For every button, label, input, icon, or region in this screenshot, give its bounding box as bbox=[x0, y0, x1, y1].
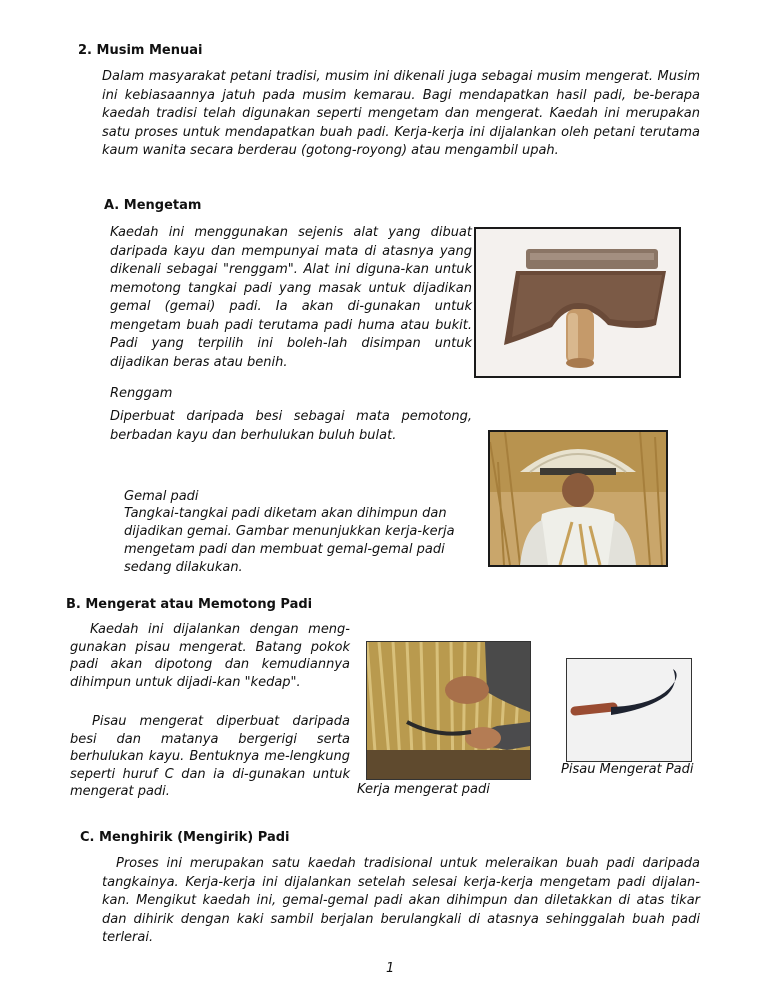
renggam-photo bbox=[474, 227, 681, 378]
mengerat-paragraph-1: Kaedah ini dijalankan dengan meng-gunakan pisau mengerat. Batang pokok padi akan dipotong dan kemudiannya dihimpun untuk dijadi-kan "kedap". bbox=[70, 622, 350, 690]
menghirik-heading: C. Menghirik (Mengirik) Padi bbox=[80, 830, 290, 845]
cutting-rice-image bbox=[367, 642, 530, 779]
gemal-padi-photo bbox=[488, 430, 668, 567]
renggam-text: Diperbuat daripada besi sebagai mata pemotong, berbadan kayu dan berhulukan buluh bulat. bbox=[110, 409, 472, 443]
kerja-mengerat-caption: Kerja mengerat padi bbox=[357, 782, 490, 797]
woman-harvesting-image bbox=[490, 432, 666, 565]
mengerat-paragraph-2: Pisau mengerat diperbuat daripada besi dan matanya bergerigi serta berhulukan kayu. Bentuknya me-lengkung seperti huruf C dan ia di-gunakan untuk mengerat padi. bbox=[70, 714, 350, 799]
mengerat-heading: B. Mengerat atau Memotong Padi bbox=[66, 597, 313, 612]
renggam-title: Renggam bbox=[110, 386, 173, 401]
mengetam-paragraph: Kaedah ini menggunakan sejenis alat yang dibuat daripada kayu dan mempunyai mata di atasnya yang dikenali sebagai "renggam". Alat ini diguna-kan untuk memotong tangkai padi yang masak untuk dijadikan gemal (gemai) padi. Ia akan di-gunakan untuk mengetam buah padi terutama padi huma atau bukit. Padi yang terpilih ini boleh-lah disimpan untuk dijadikan beras atau benih. bbox=[110, 225, 472, 370]
section-2-paragraph: Dalam masyarakat petani tradisi, musim ini dikenali juga sebagai musim mengerat. Musim ini kebiasaannya jatuh pada musim kemarau. Bagi mendapatkan hasil padi, be-berapa kaedah tradisi telah digunakan seperti mengetam dan mengerat. Kaedah ini merupakan satu proses untuk mendapatkan buah padi. Kerja-kerja ini dijalankan oleh petani terutama kaum wanita secara berderau (gotong-royong) atau mengambil upah. bbox=[102, 69, 700, 158]
kerja-mengerat-photo bbox=[366, 641, 531, 780]
section-2-heading: 2. Musim Menuai bbox=[78, 43, 203, 58]
page-number: 1 bbox=[386, 961, 395, 976]
pisau-mengerat-photo bbox=[566, 658, 692, 762]
gemal-padi-text: Tangkai-tangkai padi diketam akan dihimpun dan dijadikan gemai. Gambar menunjukkan kerja-kerja mengetam padi dan membuat gemal-gemal padi sedang dilakukan. bbox=[124, 506, 455, 575]
sickle-image bbox=[567, 659, 691, 761]
gemal-padi-title: Gemal padi bbox=[124, 489, 199, 504]
mengetam-heading: A. Mengetam bbox=[104, 198, 202, 213]
renggam-image bbox=[476, 229, 679, 376]
pisau-mengerat-caption: Pisau Mengerat Padi bbox=[561, 762, 694, 777]
menghirik-paragraph: Proses ini merupakan satu kaedah tradisional untuk meleraikan buah padi daripada tangkainya. Kerja-kerja ini dijalankan setelah selesai kerja-kerja mengetam padi dijalan-kan. Mengikut kaedah ini, gemal-gemal padi akan dihimpun dan diletakkan di atas tikar dan dihirik dengan kaki sambil berjalan berulangkali di atasnya sehinggalah buah padi terlerai. bbox=[102, 856, 700, 945]
